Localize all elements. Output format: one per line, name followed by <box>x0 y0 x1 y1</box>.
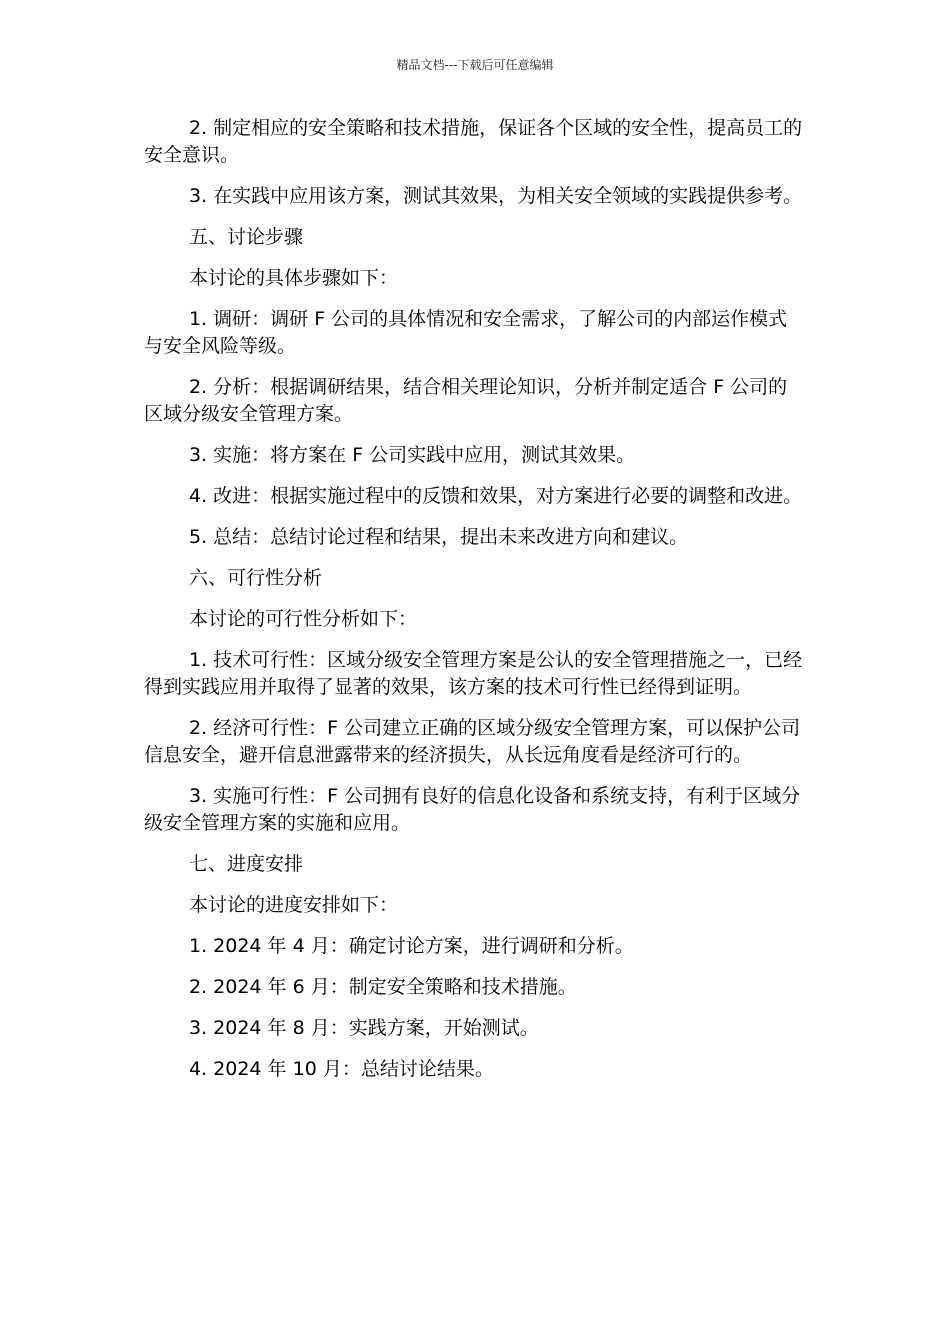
section-heading-feasibility: 六、可行性分析 <box>189 567 323 589</box>
paragraph-goal-3: 3. 在实践中应用该方案，测试其效果，为相关安全领域的实践提供参考。 <box>189 185 803 207</box>
paragraph-feasibility-implementation: 3. 实施可行性：F 公司拥有良好的信息化设备和系统支持，有利于区域分级安全管理方案的实施和应用。 <box>144 785 801 834</box>
paragraph-schedule-3: 3. 2024 年 8 月：实践方案，开始测试。 <box>189 1017 539 1039</box>
page-header: 精品文档---下载后可任意编辑 <box>396 58 554 72</box>
paragraph-step-2: 2. 分析：根据调研结果，结合相关理论知识，分析并制定适合 F 公司的区域分级安全管理方案。 <box>144 376 788 425</box>
paragraph-step-3: 3. 实施：将方案在 F 公司实践中应用，测试其效果。 <box>189 444 636 466</box>
paragraph-step-4: 4. 改进：根据实施过程中的反馈和效果，对方案进行必要的调整和改进。 <box>189 485 803 507</box>
paragraph-feasibility-technical: 1. 技术可行性：区域分级安全管理方案是公认的安全管理措施之一，已经得到实践应用并取得了显著的效果，该方案的技术可行性已经得到证明。 <box>144 649 803 698</box>
paragraph-schedule-1: 1. 2024 年 4 月：确定讨论方案，进行调研和分析。 <box>189 935 634 957</box>
paragraph-goal-2: 2. 制定相应的安全策略和技术措施，保证各个区域的安全性，提高员工的安全意识。 <box>144 117 803 166</box>
paragraph-steps-intro: 本讨论的具体步骤如下： <box>189 267 399 289</box>
section-heading-schedule: 七、进度安排 <box>189 853 304 875</box>
document-body <box>144 115 806 1097</box>
paragraph-feasibility-intro: 本讨论的可行性分析如下： <box>189 608 418 630</box>
paragraph-schedule-intro: 本讨论的进度安排如下： <box>189 894 399 916</box>
paragraph-step-5: 5. 总结：总结讨论过程和结果，提出未来改进方向和建议。 <box>189 526 689 548</box>
paragraph-schedule-2: 2. 2024 年 6 月：制定安全策略和技术措施。 <box>189 976 577 998</box>
section-heading-steps: 五、讨论步骤 <box>189 226 304 248</box>
paragraph-step-1: 1. 调研：调研 F 公司的具体情况和安全需求，了解公司的内部运作模式与安全风险等级。 <box>144 308 788 357</box>
paragraph-schedule-4: 4. 2024 年 10 月：总结讨论结果。 <box>189 1058 494 1080</box>
paragraph-feasibility-economic: 2. 经济可行性：F 公司建立正确的区域分级安全管理方案，可以保护公司信息安全，避开信息泄露带来的经济损失，从长远角度看是经济可行的。 <box>144 717 801 766</box>
